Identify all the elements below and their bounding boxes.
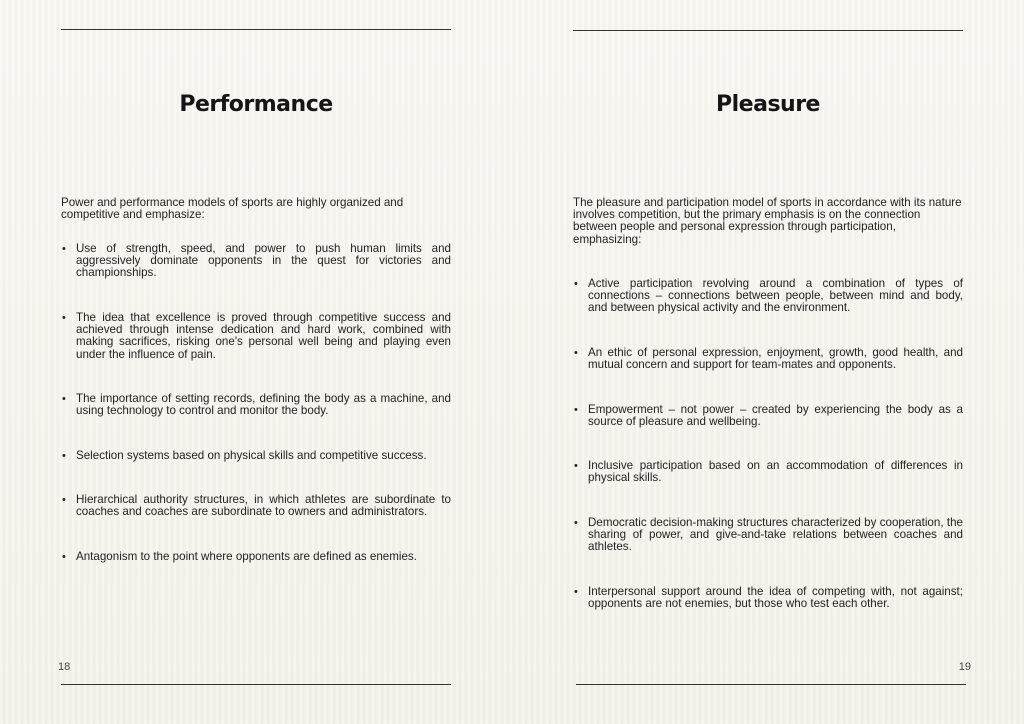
list-item xyxy=(573,347,963,371)
bottom-rule xyxy=(61,684,451,685)
list-item-text: Hierarchical authority structures, in which athletes are subordinate to coaches and coaches are subordinate to owners and administrators. xyxy=(76,493,451,519)
list-item-text: Selection systems based on physical skills and competitive success. xyxy=(76,449,427,462)
list-item xyxy=(573,517,963,554)
bullet-icon: • xyxy=(574,517,578,529)
list-item xyxy=(573,460,963,484)
top-rule xyxy=(61,29,451,30)
bullet-icon: • xyxy=(62,450,66,462)
list-item xyxy=(573,404,963,428)
list-item-text: An ethic of personal expression, enjoyment, growth, good health, and mutual concern and support for team-mates and opponents. xyxy=(588,346,963,372)
list-item-text: Interpersonal support around the idea of competing with, not against; opponents are not enemies, but those who test each other. xyxy=(588,585,963,611)
bullet-icon: • xyxy=(574,586,578,598)
list-item-text: The importance of setting records, defining the body as a machine, and using technology to control and monitor the body. xyxy=(76,392,451,418)
bullet-icon: • xyxy=(574,278,578,290)
list-item xyxy=(61,494,451,518)
list-item xyxy=(61,312,451,361)
page-title: Pleasure xyxy=(716,92,820,117)
bullet-icon: • xyxy=(62,551,66,563)
bullet-icon: • xyxy=(62,312,66,324)
top-rule xyxy=(573,30,963,31)
list-item-text: Inclusive participation based on an accommodation of differences in physical skills. xyxy=(588,459,963,485)
bullet-icon: • xyxy=(62,393,66,405)
intro-paragraph: The pleasure and participation model of sports in accordance with its nature involves competition, but the primary emphasis is on the connection between people and personal expression through participation, emphasizing: xyxy=(573,196,962,246)
bullet-icon: • xyxy=(62,243,66,255)
left-page xyxy=(58,0,451,724)
intro-paragraph: Power and performance models of sports are highly organized and competitive and emphasize: xyxy=(61,196,404,222)
list-item xyxy=(61,243,451,280)
bullet-icon: • xyxy=(62,494,66,506)
list-item xyxy=(61,551,451,563)
bullet-icon: • xyxy=(574,404,578,416)
list-item xyxy=(573,278,963,315)
list-item-text: Empowerment – not power – created by experiencing the body as a source of pleasure and wellbeing. xyxy=(588,403,963,429)
bottom-rule xyxy=(576,684,966,685)
list-item-text: Antagonism to the point where opponents are defined as enemies. xyxy=(76,550,417,563)
list-item-text: Active participation revolving around a combination of types of connections – connections between people, between mind and body, and between physical activity and the environment. xyxy=(588,277,963,315)
bullet-icon: • xyxy=(574,460,578,472)
page-title: Performance xyxy=(179,92,333,117)
list-item xyxy=(61,393,451,417)
page-number: 18 xyxy=(58,661,71,673)
right-page xyxy=(573,0,971,724)
list-item xyxy=(573,586,963,610)
bullet-icon: • xyxy=(574,347,578,359)
list-item xyxy=(61,450,451,462)
page-number: 19 xyxy=(958,661,971,673)
list-item-text: Democratic decision-making structures characterized by cooperation, the sharing of power, and give-and-take relations between coaches and athletes. xyxy=(588,516,963,554)
list-item-text: Use of strength, speed, and power to push human limits and aggressively dominate opponents in the quest for victories and championships. xyxy=(76,242,451,280)
list-item-text: The idea that excellence is proved through competitive success and achieved through intense dedication and hard work, combined with making sacrifices, risking one's personal well being and playing even under the influence of pain. xyxy=(76,311,451,361)
